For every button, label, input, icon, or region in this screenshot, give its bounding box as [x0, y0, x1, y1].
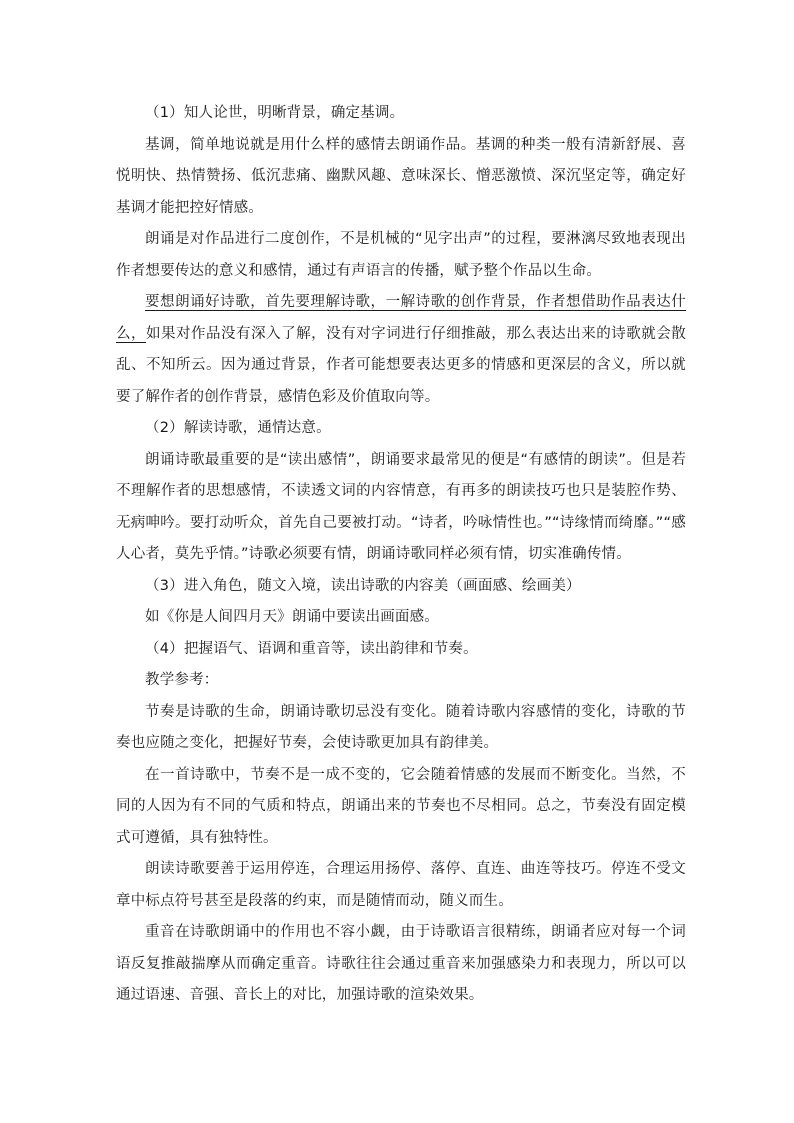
document-body	[116, 98, 686, 1012]
paragraph-rhythm-variation: 在一首诗歌中，节奏不是一成不变的，它会随着情感的发展而不断变化。当然，不同的人因为有不同的气质和特点，朗诵出来的节奏也不尽相同。总之，节奏没有固定模式可遵循，具有独特性。	[116, 766, 686, 846]
section-heading-3: （3）进入角色，随文入境，读出诗歌的内容美（画面感、绘画美）	[145, 577, 581, 594]
section-heading-4: （4）把握语气、语调和重音等，读出韵律和节奏。	[145, 640, 478, 657]
paragraph-example-poem: 如《你是人间四月天》朗诵中要读出画面感。	[145, 609, 439, 625]
underlined-sentence: 要想朗诵好诗歌，首先要理解诗歌，一解诗歌的创作背景，作者想借助作品表达什么，	[116, 294, 686, 342]
paragraph-stress: 重音在诗歌朗诵中的作用也不容小觑，由于诗歌语言很精练，朗诵者应对每一个词语反复推敲揣摩从而确定重音。诗歌往往会通过重音来加强感染力和表现力，所以可以通过语速、音强、音长上的对比，加强诗歌的渲染效果。	[116, 924, 686, 1003]
teaching-reference-label: 教学参考：	[145, 672, 219, 688]
section-heading-2: （2）解读诗歌，通情达意。	[145, 420, 331, 436]
section-heading-1: （1）知人论世，明晰背景，确定基调。	[145, 105, 405, 121]
paragraph-recitation-creation: 朗诵是对作品进行二度创作，不是机械的“见字出声”的过程，要淋漓尽致地表现出作者想要传达的意义和感情，通过有声语言的传播，赋予整个作品以生命。	[116, 231, 686, 279]
paragraph-tone-definition: 基调，简单地说就是用什么样的感情去朗诵作品。基调的种类一般有清新舒展、喜悦明快、热情赞扬、低沉悲痛、幽默风趣、意味深长、憎恶激愤、深沉坚定等，确定好基调才能把控好情感。	[116, 136, 686, 216]
paragraph-rhythm: 节奏是诗歌的生命，朗诵诗歌切忌没有变化。随着诗歌内容感情的变化，诗歌的节奏也应随之变化，把握好节奏，会使诗歌更加具有韵律美。	[116, 703, 686, 751]
paragraph-pauses: 朗读诗歌要善于运用停连，合理运用扬停、落停、直连、曲连等技巧。停连不受文章中标点符号甚至是段落的约束，而是随情而动，随义而生。	[116, 861, 686, 909]
paragraph-emotion: 朗诵诗歌最重要的是“读出感情”，朗诵要求最常见的便是“有感情的朗读”。但是若不理解作者的思想感情，不读透文词的内容情意，有再多的朗读技巧也只是装腔作势、无病呻吟。要打动听众，首先自己要被打动。“诗者，吟咏情性也。”“诗缘情而绮靡。”“感人心者，莫先乎情。”诗歌必须要有情，朗诵诗歌同样必须有情，切实准确传情。	[116, 451, 686, 562]
paragraph-background	[116, 287, 686, 413]
paragraph-background-rest: 如果对作品没有深入了解，没有对字词进行仔细推敲，那么表达出来的诗歌就会散乱、不知所云。因为通过背景，作者可能想要表达更多的情感和更深层的含义，所以就要了解作者的创作背景，感情色彩及价值取向等。	[116, 325, 686, 405]
